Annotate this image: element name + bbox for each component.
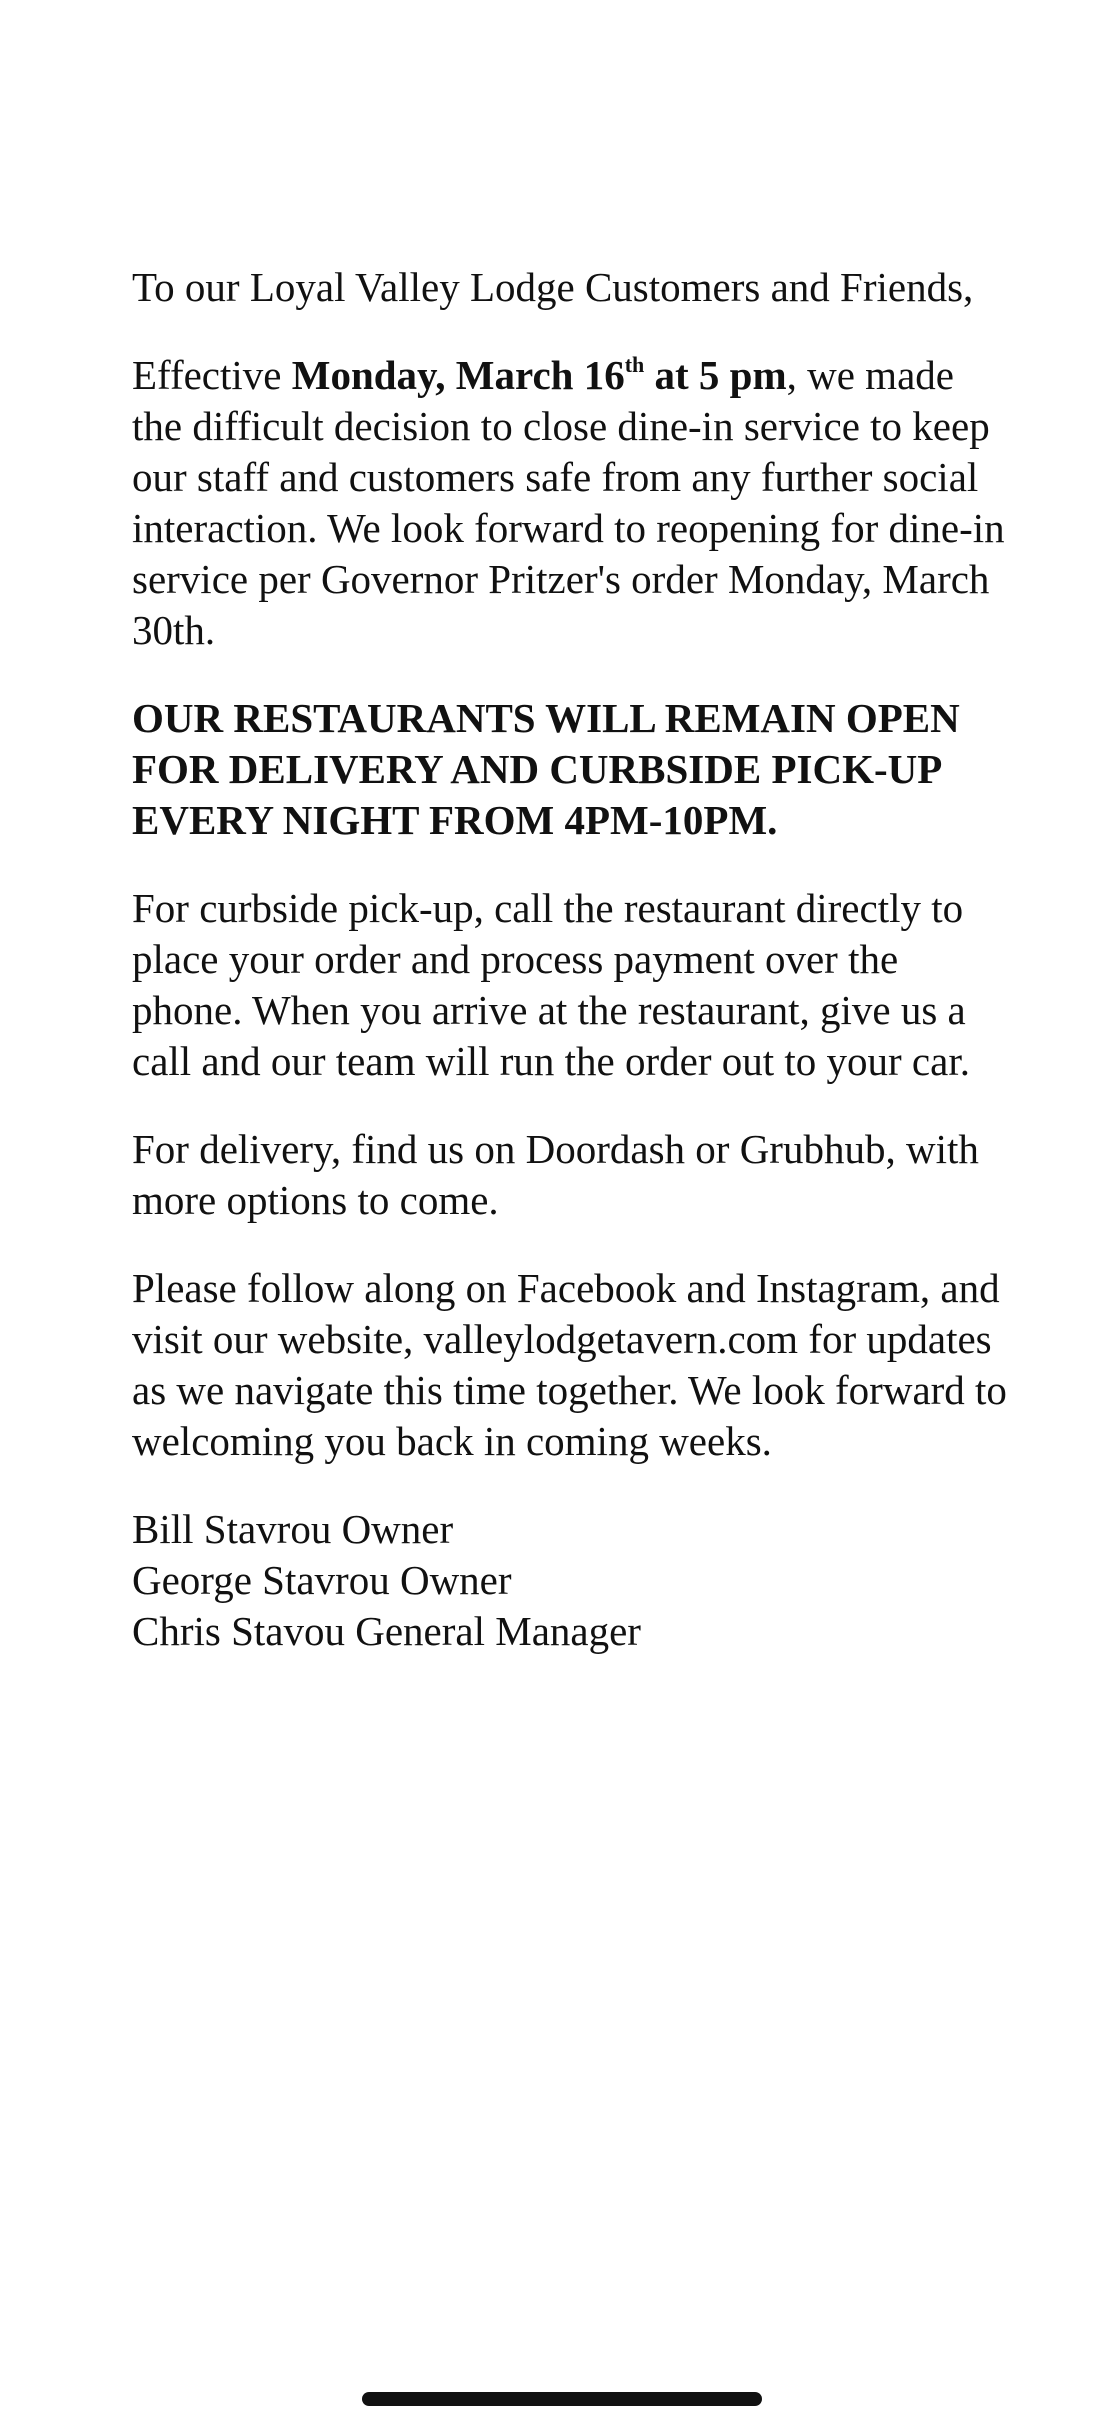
signature-line: Bill Stavrou Owner [132, 1506, 454, 1552]
letter-body [132, 262, 1012, 1694]
curbside-paragraph: For curbside pick-up, call the restaurant directly to place your order and process payment over the phone. When you arrive at the restaurant, give us a call and our team will run the order out to your car. [132, 885, 970, 1084]
greeting-paragraph: To our Loyal Valley Lodge Customers and Friends, [132, 264, 974, 310]
closure-lead: Effective [132, 352, 292, 398]
closure-paragraph [132, 350, 1012, 656]
closure-date-suffix: th [624, 352, 645, 378]
announcement-paragraph: OUR RESTAURANTS WILL REMAIN OPEN FOR DELIVERY AND CURBSIDE PICK-UP EVERY NIGHT FROM 4PM-10PM. [132, 695, 960, 843]
delivery-paragraph: For delivery, find us on Doordash or Grubhub, with more options to come. [132, 1126, 979, 1223]
signature-line: George Stavrou Owner [132, 1557, 512, 1603]
signature-block [132, 1504, 1012, 1657]
signature-line: Chris Stavou General Manager [132, 1608, 641, 1654]
closure-date: Monday, March 16 [291, 352, 625, 398]
closure-time: at 5 pm [644, 352, 787, 398]
closure-rest: , we made the difficult decision to close dine-in service to keep our staff and customers safe from any further social interaction. We look forward to reopening for dine-in service per Governor Pritzer's order Monday, March 30th. [132, 352, 1005, 653]
social-paragraph: Please follow along on Facebook and Instagram, and visit our website, valleylodgetavern.com for updates as we navigate this time together. We look forward to welcoming you back in coming weeks. [132, 1265, 1007, 1464]
home-indicator-bar[interactable] [362, 2392, 762, 2406]
